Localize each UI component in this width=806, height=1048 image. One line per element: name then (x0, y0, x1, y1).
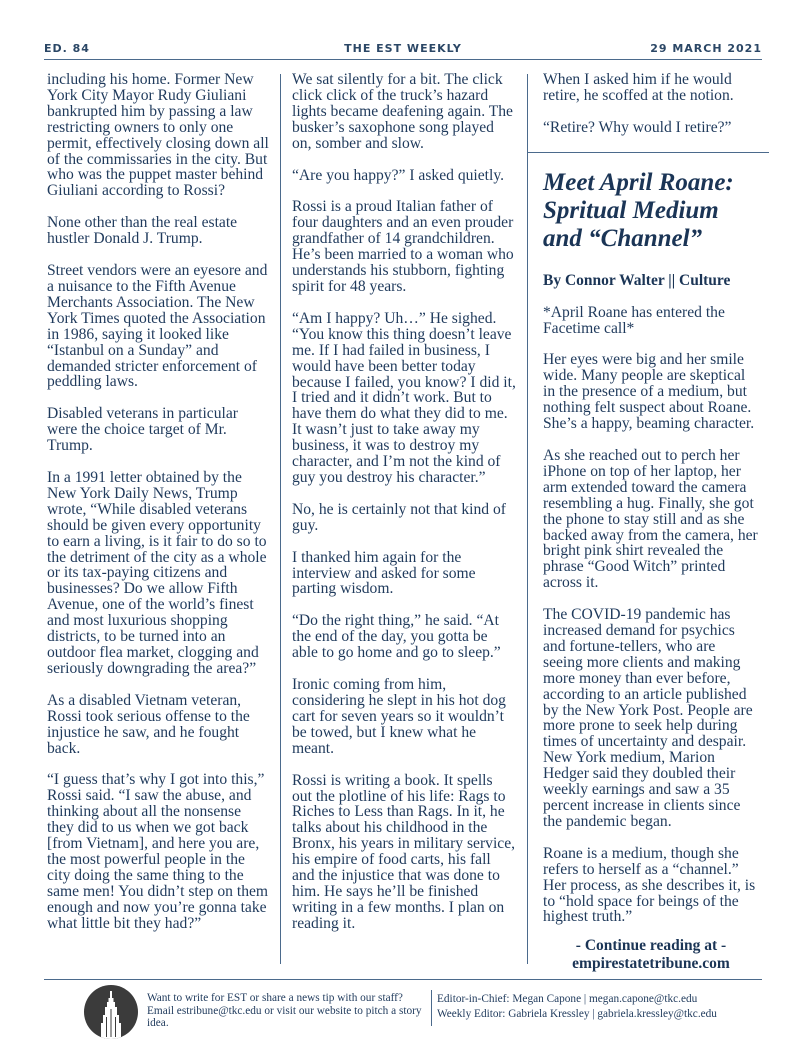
paragraph: No, he is certainly not that kind of guy. (292, 500, 506, 534)
continue-reading-link[interactable]: empirestatetribune.com (572, 955, 730, 973)
paragraph: *April Roane has entered the Facetime call* (543, 303, 725, 337)
paragraph: Her eyes were big and her smile wide. Many people are skeptical in the presence of a medium, but nothing felt suspect about Roane. She’s a happy, beaming character. (543, 351, 755, 433)
footer-divider (431, 990, 432, 1026)
paragraph: As a disabled Vietnam veteran, Rossi took serious offense to the injustice he saw, and he fought back. (47, 691, 250, 757)
column-divider (280, 74, 281, 964)
paragraph: Rossi is a proud Italian father of four daughters and an even prouder grandfather of 14 grandchildren. He’s been married to a woman who understands his stubborn, fighting spirit for 48 years. (292, 198, 514, 295)
editor-in-chief: Editor-in-Chief: Megan Capone | megan.capone@tkc.edu (437, 993, 698, 1005)
empire-state-building-logo (84, 985, 138, 1039)
edition-number: ED. 84 (44, 42, 90, 55)
page-header (44, 42, 762, 58)
weekly-editor: Weekly Editor: Gabriela Kressley | gabriela.kressley@tkc.edu (437, 1008, 717, 1020)
paragraph: I thanked him again for the interview and asked for some parting wisdom. (292, 548, 476, 598)
column-divider (527, 74, 528, 964)
continue-reading-label: - Continue reading at - (575, 937, 727, 955)
paragraph: Street vendors were an eyesore and a nuisance to the Fifth Avenue Merchants Association. The New York Times quoted the Association in 1986, saying it looked like “Istanbul on a Sunday” and demanded stricter enforcement of peddling laws. (47, 262, 268, 391)
article-byline: By Connor Walter || Culture (543, 271, 731, 289)
paragraph: “Am I happy? Uh…” He sighed. “You know this thing doesn’t leave me. If I had failed in business, I would have been better today because I failed, you know? I did it, I tried and it didn’t work. But to have them do what they did to me. It wasn’t just to take away my business, it was to destroy my character, and I’m not the kind of guy you destroy his character.” (292, 309, 516, 486)
paragraph: As she reached out to perch her iPhone on top of her laptop, her arm extended toward the camera resembling a hug. Finally, she got the phone to stay still and as she backed away from the camera, her bright pink shirt revealed the phrase “Good Witch” printed across it. (543, 446, 758, 592)
staff-credits (437, 992, 767, 1022)
paragraph: Disabled veterans in particular were the choice target of Mr. Trump. (47, 405, 238, 455)
footer-rule (44, 979, 762, 980)
paragraph: “I guess that’s why I got into this,” Rossi said. “I saw the abuse, and thinking about all the nonsense they did to us when we got back [from Vietnam], and here you are, the most powerful people in the city doing the same thing to the same men! You didn’t step on them enough and now you’re gonna take what little bit they had?” (47, 771, 269, 932)
article-headline: Meet April Roane: Spritual Medium and “Channel” (543, 168, 734, 252)
issue-date: 29 MARCH 2021 (650, 42, 762, 55)
paragraph: None other than the real estate hustler Donald J. Trump. (47, 214, 238, 248)
article-column-3 (543, 72, 759, 977)
article-column-2 (292, 72, 516, 948)
paragraph: “Retire? Why would I retire?” (543, 118, 732, 136)
header-rule (44, 59, 762, 60)
paragraph: Roane is a medium, though she refers to herself as a “channel.” Her process, as she describes it, is to “hold space for beings of the highest truth.” (543, 844, 756, 926)
paragraph: Ironic coming from him, considering he slept in his hot dog cart for seven years so it wouldn’t be towed, but I knew what he meant. (292, 676, 506, 757)
paragraph: Rossi is writing a book. It spells out the plotline of his life: Rags to Riches to Less than Rags. In it, he talks about his childhood in the Bronx, his years in military service, his empire of food carts, his fall and the injustice that was done to him. He says he’ll be finished writing in a few months. I plan on reading it. (292, 771, 516, 932)
paragraph: “Are you happy?” I asked quietly. (292, 166, 505, 184)
publication-title: THE EST WEEKLY (344, 42, 462, 55)
paragraph: including his home. Former New York City Mayor Rudy Giuliani bankrupted him by passing a law restricting owners to only one permit, effectively closing down all of the commissaries in the city. But who was the puppet master behind Giuliani according to Rossi? (47, 71, 269, 200)
paragraph: “Do the right thing,” he said. “At the end of the day, you gotta be able to go home and go to sleep.” (292, 612, 501, 662)
paragraph: We sat silently for a bit. The click click click of the truck’s hazard lights became deafening again. The busker’s saxophone song played on, somber and slow. (292, 71, 513, 152)
contribute-note: Want to write for EST or share a news tip with our staff? Email estribune@tkc.edu or visit our website to pitch a story idea. (147, 992, 422, 1029)
building-icon (84, 985, 138, 1039)
paragraph: When I asked him if he would retire, he scoffed at the notion. (543, 71, 734, 104)
article-column-1 (47, 72, 271, 948)
paragraph: The COVID-19 pandemic has increased demand for psychics and fortune-tellers, who are seeing more clients and making more money than ever before, according to an article published by the New York Post. People are more prone to seek help during times of uncertainty and despair. New York medium, Marion Hedger said they doubled their weekly earnings and saw a 35 percent increase in clients since the pandemic began. (543, 606, 753, 830)
paragraph: In a 1991 letter obtained by the New York Daily News, Trump wrote, “While disabled veterans should be given every opportunity to earn a living, is it fair to do so to the detriment of the city as a whole or its tax-paying citizens and businesses? Do we allow Fifth Avenue, one of the world’s finest and most luxurious shopping districts, to be turned into an outdoor flea market, clogging and seriously downgrading the area?” (47, 469, 267, 677)
article-separator (527, 152, 769, 153)
